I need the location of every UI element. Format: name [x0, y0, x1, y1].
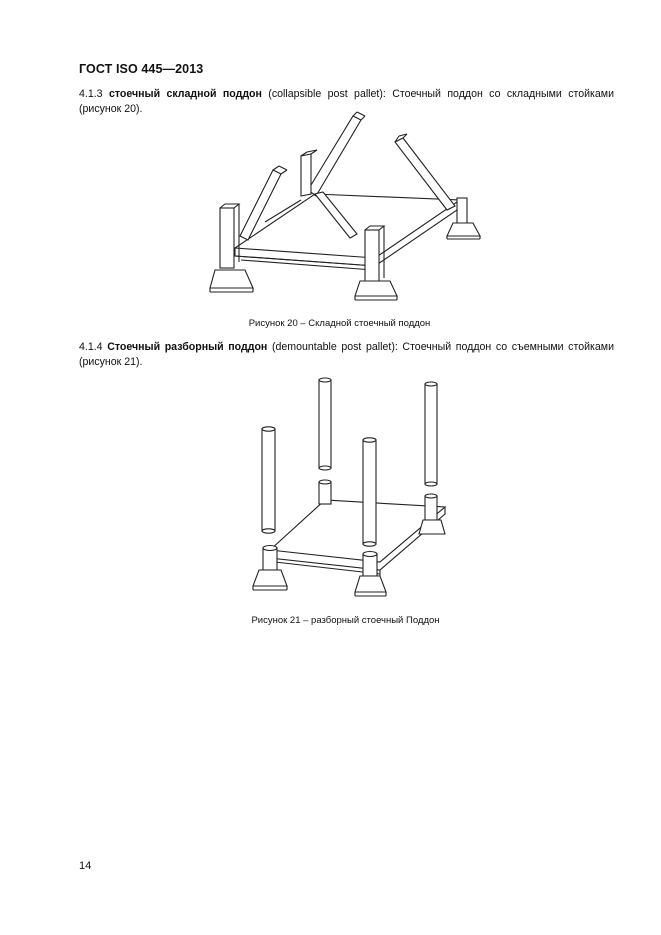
socket-back-left: [319, 480, 331, 504]
english-term: (collapsible post pallet):: [268, 88, 386, 100]
figure-21-demountable-post-pallet: [245, 372, 460, 602]
removable-post-3: [262, 427, 275, 533]
definition-text: Стоечный поддон со складными стойками (рисунок 20).: [79, 88, 614, 115]
foot-back-right: [447, 223, 480, 236]
section-number: 4.1.3: [79, 88, 103, 100]
page-number: 14: [79, 860, 92, 872]
figure-21-caption: Рисунок 21 – разборный стоечный Поддон: [251, 615, 440, 626]
post-front-right: [365, 230, 379, 282]
removable-post-2: [425, 382, 437, 486]
foot-front-right: [355, 281, 397, 296]
definition-paragraph-4-1-4: [79, 340, 614, 370]
term: Стоечный разборный поддон: [107, 341, 268, 353]
folded-post-back: [308, 116, 361, 196]
term: стоечный складной поддон: [108, 88, 262, 100]
definition-text: Стоечный поддон со съемными стойками (рисунок 21).: [79, 341, 614, 368]
english-term: (demountable post pallet):: [271, 341, 398, 353]
socket-front-left: [253, 546, 287, 591]
figure-20-caption: Рисунок 20 – Складной стоечный поддон: [248, 318, 431, 329]
standard-code: ГОСТ ISO 445—2013: [79, 62, 204, 76]
pallet-deck: [270, 500, 445, 562]
foot-front-left: [210, 270, 253, 288]
figure-20-collapsible-post-pallet: [205, 108, 490, 303]
removable-post-1: [319, 378, 331, 470]
post-back-left: [301, 154, 311, 196]
section-number: 4.1.4: [79, 341, 103, 353]
post-front-left: [220, 208, 234, 268]
post-back-right: [457, 198, 467, 226]
removable-post-4: [363, 438, 376, 546]
